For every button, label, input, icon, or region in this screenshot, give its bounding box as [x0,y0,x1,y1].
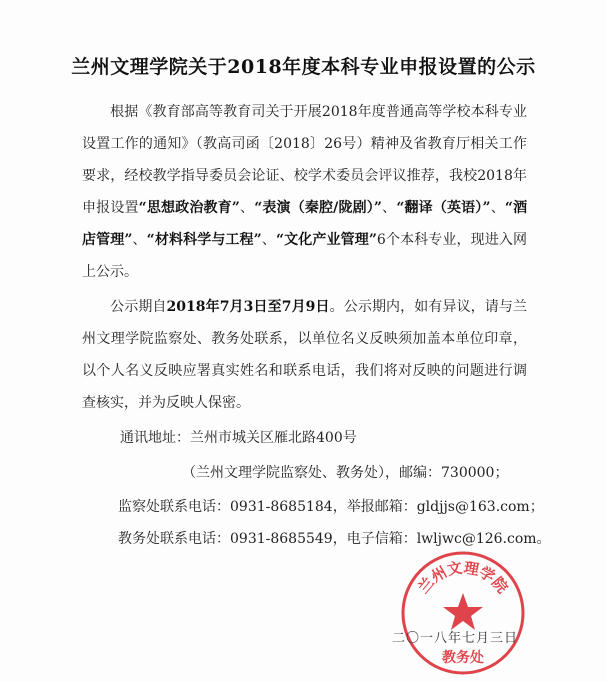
major-hotel-management: “酒店管理” [82,200,528,248]
publicity-period: 2018年7月3日至7月9日 [166,299,330,315]
document-title: 兰州文理学院关于2018年度本科专业申报设置的公示 [71,56,536,78]
paragraph-period-tail: 。公示期内，如有异议，请与兰州文理学院监察处、教务处联系，以单位名义反映须加盖本单位印章，以个人名义反映应署真实姓名和联系电话，我们将对反映的问题进行调查核实，并为反映人保密。 [82,299,527,411]
paragraph-basis-lead: 根据《教育部高等教育司关于开展2018年度普通高等学校本科专业设置工作的通知》（教高司函〔2018〕26号）精神及省教育厅相关工作要求，经校教学指导委员会论证、校学术委员会评议推荐，我校2018年申报设置 [82,104,527,216]
academic-affairs-contact-line: 教务处联系电话：0931-8685549，电子信箱：lwljwc@126.com。 [118,531,551,547]
paragraph-period [82,291,527,419]
major-performance: “表演（秦腔/陇剧）” [254,200,382,216]
seal-text-bottom: 教务处 [442,650,484,666]
separator: 、 [261,232,276,248]
paragraph-basis [82,96,527,288]
major-translation: “翻译（英语）” [396,200,491,216]
address-line-postcode: （兰州文理学院监察处、教务处），邮编：730000； [182,465,509,481]
supervision-contact-line: 监察处联系电话：0931-8685184，举报邮箱：gldjjs@163.com； [118,499,544,515]
paragraph-period-lead: 公示期自 [110,299,167,315]
separator: 、 [490,200,505,216]
seal-text-top: 兰州文理学院 [414,558,512,597]
separator: 、 [381,200,397,216]
document-date: 二〇一八年七月三日 [392,631,519,646]
major-materials-science: “材料科学与工程” [146,232,262,248]
major-ideological-education: “思想政治教育” [138,200,240,216]
address-line: 通讯地址：兰州市城关区雁北路400号 [120,430,357,446]
separator: 、 [239,200,255,216]
separator: 、 [132,232,147,248]
official-seal [398,548,528,678]
paragraph-basis-tail: 6个本科专业，现进入网上公示。 [82,232,528,280]
major-cultural-industry: “文化产业管理” [275,232,377,248]
seal-star-icon [443,593,483,630]
